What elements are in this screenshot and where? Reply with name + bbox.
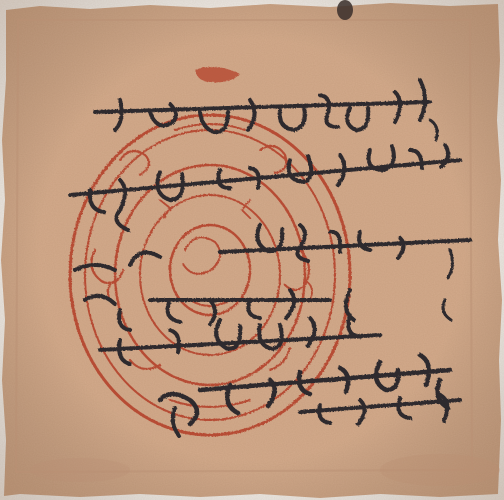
paper-stain: [337, 0, 353, 20]
paper-stain: [380, 454, 500, 486]
paper-stain: [30, 458, 130, 482]
